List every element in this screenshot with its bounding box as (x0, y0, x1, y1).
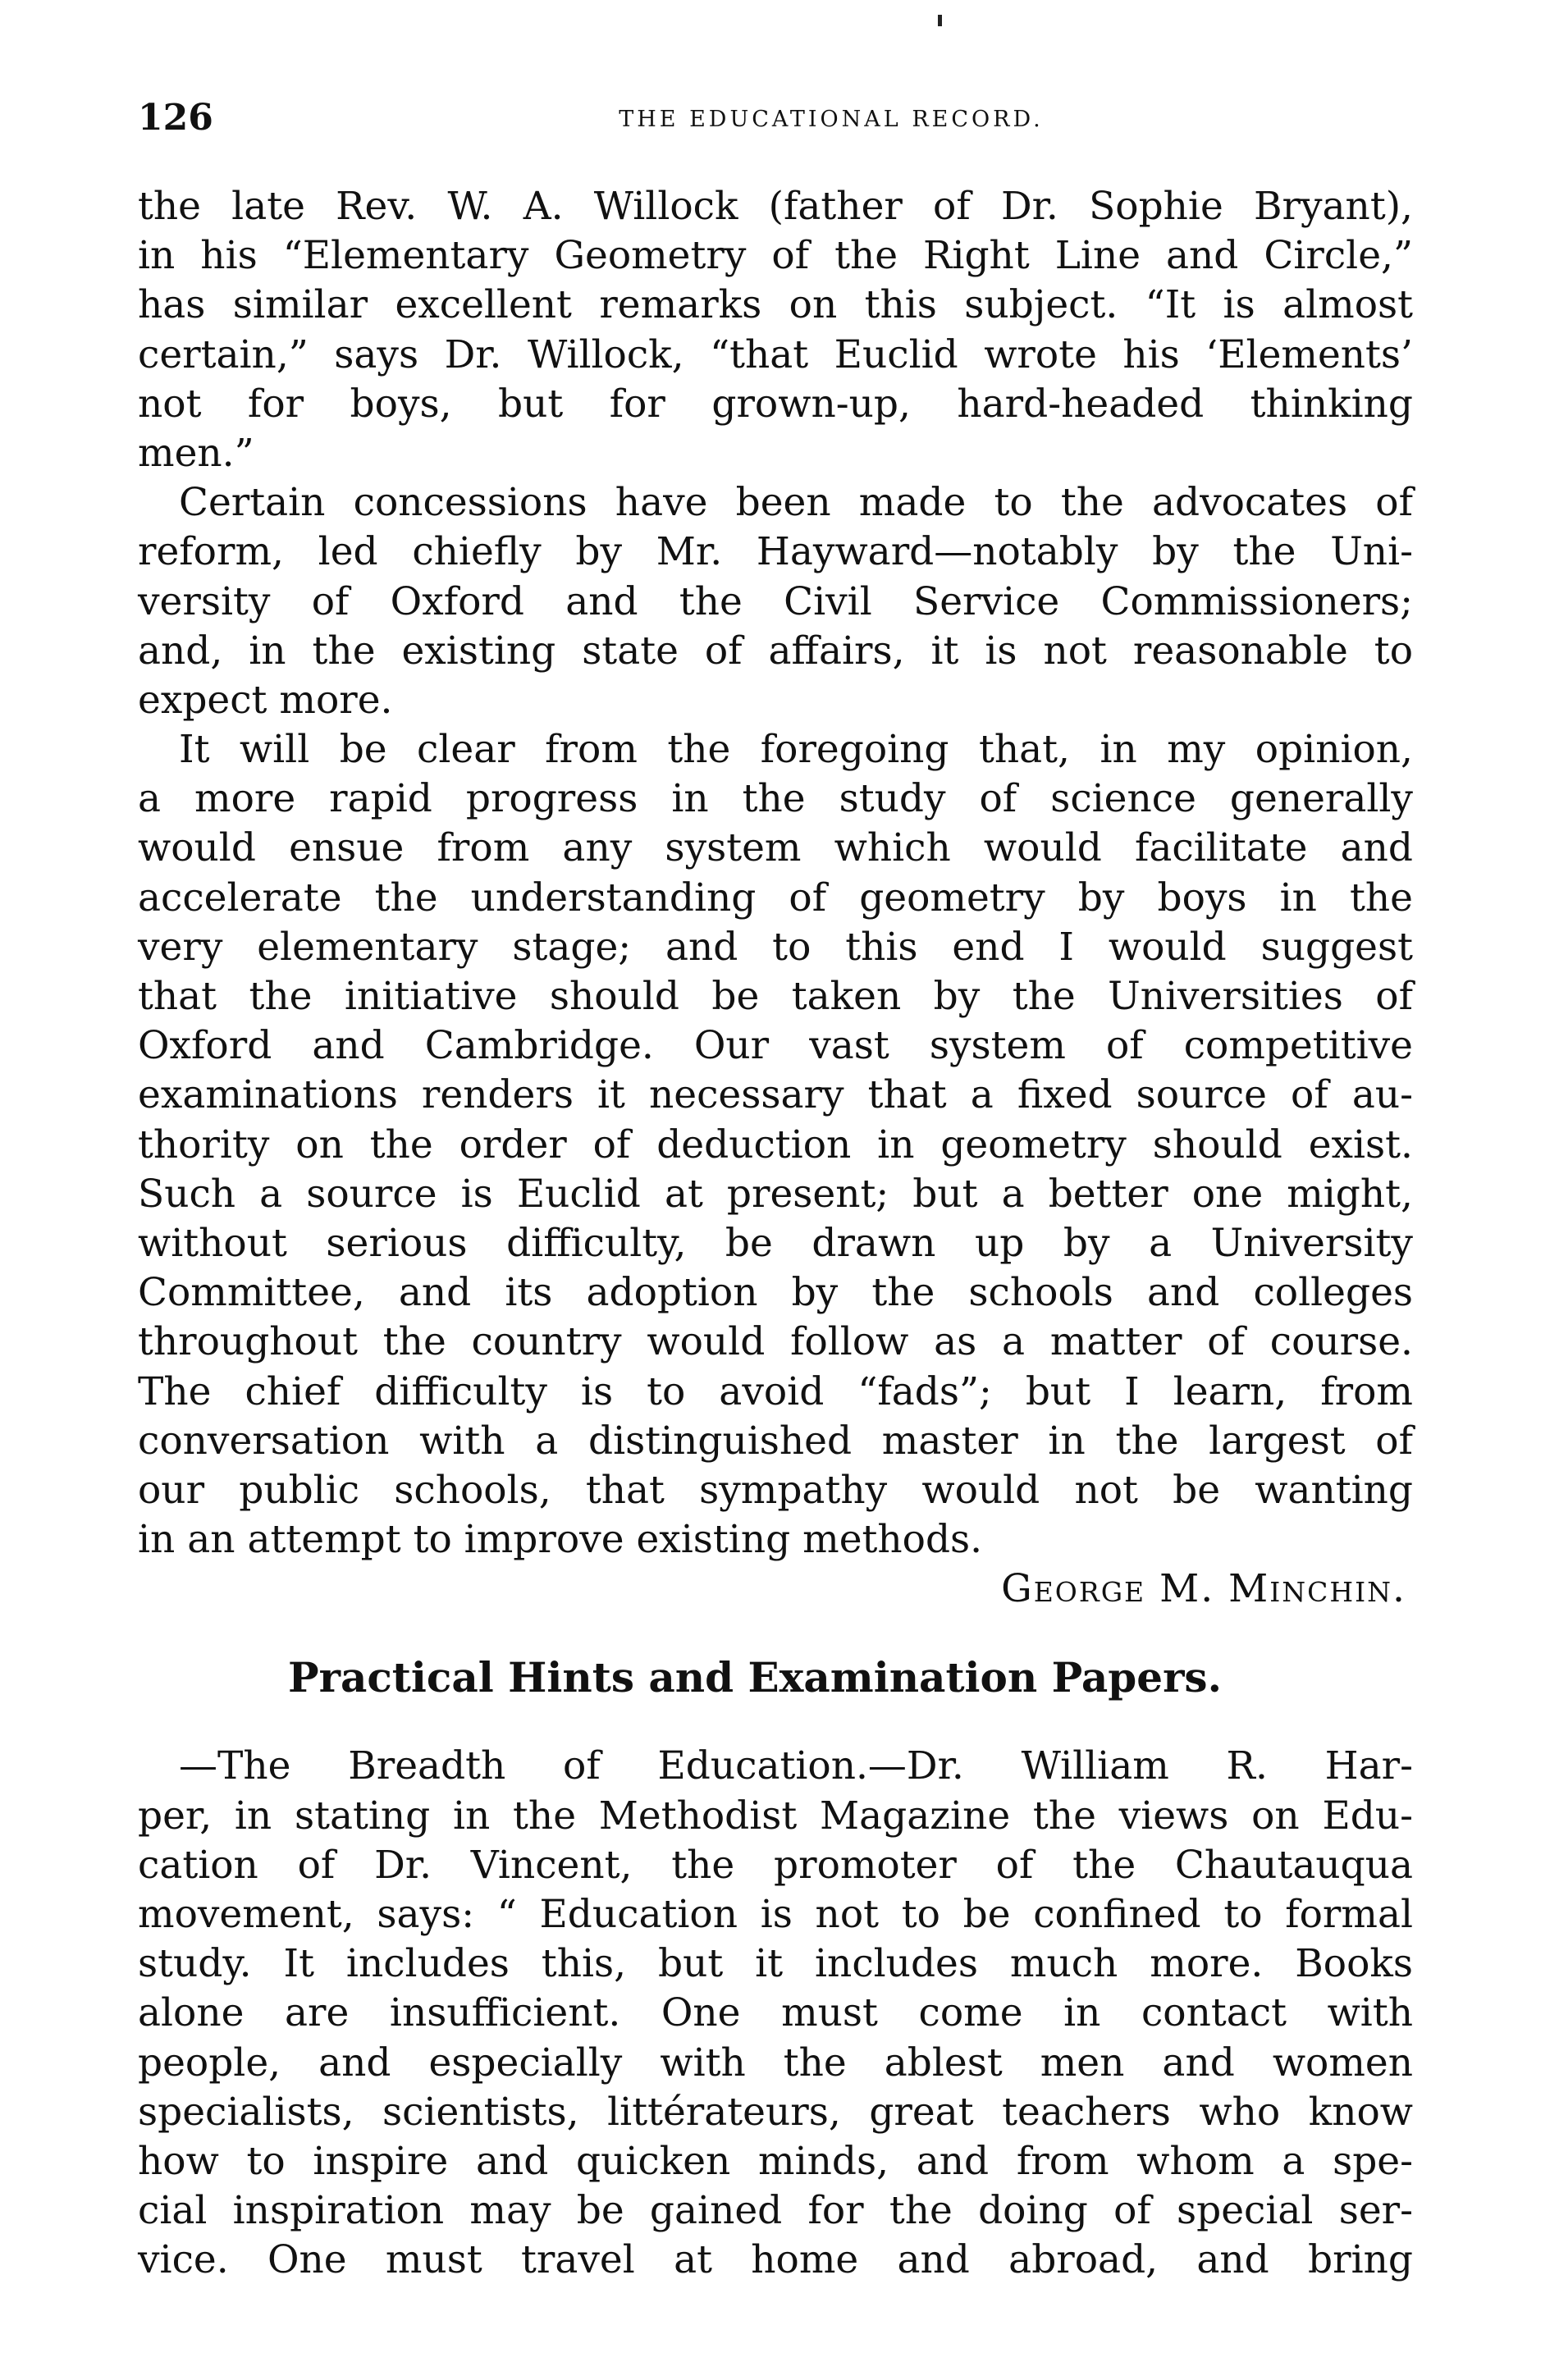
text-line: It will be clear from the foregoing that, in my opinion, (179, 727, 1413, 773)
text-line: the late Rev. W. A. Willock (father of Dr. Sophie Bryant), (138, 184, 1413, 229)
text-line: Oxford and Cambridge. Our vast system of competitive (138, 1023, 1413, 1069)
text-line: thority on the order of deduction in geometry should exist. (138, 1121, 1413, 1167)
page-number: 126 (138, 97, 213, 139)
article-continuation (138, 182, 1413, 1614)
text-line: vice. One must travel at home and abroad, and bring (138, 2237, 1413, 2283)
text-line: specialists, scientists, littérateurs, great teachers who know (138, 2089, 1413, 2135)
text-line: study. It includes this, but it includes much more. Books (138, 1941, 1413, 1987)
text-line: per, in stating in the Methodist Magazine the views on Edu- (138, 1793, 1413, 1839)
text-line: cation of Dr. Vincent, the promoter of the Chautauqua (138, 1842, 1413, 1888)
text-line: and, in the existing state of affairs, it is not reasonable to (138, 628, 1413, 674)
text-line: —The Breadth of Education.—Dr. William R. Har- (179, 1743, 1413, 1789)
text-line: a more rapid progress in the study of science generally (138, 776, 1413, 822)
text-line: throughout the country would follow as a matter of course. (138, 1319, 1413, 1365)
text-line: certain,” says Dr. Willock, “that Euclid wrote his ‘Elements’ (138, 331, 1413, 377)
text-line: how to inspire and quicken minds, and from whom a spe- (138, 2138, 1413, 2184)
text-line: alone are insufficient. One must come in contact with (138, 1990, 1413, 2036)
text-line: in his “Elementary Geometry of the Right Line and Circle,” (138, 233, 1413, 279)
text-line: would ensue from any system which would facilitate and (138, 825, 1413, 871)
text-line: The chief difficulty is to avoid “fads”; but I learn, from (138, 1368, 1413, 1414)
text-line: Such a source is Euclid at present; but a better one might, (138, 1171, 1413, 1217)
text-line: accelerate the understanding of geometry by boys in the (138, 875, 1413, 920)
section-heading: Practical Hints and Examination Papers. (288, 1653, 1222, 1702)
text-line: movement, says: “ Education is not to be confined to formal (138, 1892, 1413, 1937)
text-line: has similar excellent remarks on this subject. “It is almost (138, 282, 1413, 328)
text-line: without serious difficulty, be drawn up by a University (138, 1220, 1413, 1266)
text-line: cial inspiration may be gained for the doing of special ser- (138, 2188, 1413, 2234)
text-line: reform, led chiefly by Mr. Hayward—notably by the Uni- (138, 529, 1413, 575)
text-line: people, and especially with the ablest men and women (138, 2040, 1413, 2085)
section-body (138, 1742, 1413, 2285)
text-line: conversation with a distinguished master in the largest of (138, 1418, 1413, 1464)
text-line: examinations renders it necessary that a fixed source of au- (138, 1072, 1413, 1118)
text-line: in an attempt to improve existing methods. (138, 1517, 983, 1563)
text-column (138, 182, 1413, 2286)
text-line: Certain concessions have been made to the advocates of (179, 480, 1413, 526)
text-line: our public schools, that sympathy would not be wanting (138, 1467, 1413, 1513)
text-line: not for boys, but for grown-up, hard-headed thinking (138, 381, 1413, 427)
print-speck (938, 15, 942, 26)
text-line: versity of Oxford and the Civil Service Commissioners; (138, 578, 1413, 624)
text-line: expect more. (138, 677, 393, 723)
running-title: THE EDUCATIONAL RECORD. (619, 107, 1044, 132)
author-signature: George M. Minchin. (1001, 1566, 1406, 1612)
text-line: very elementary stage; and to this end I would suggest (138, 924, 1413, 970)
text-line: that the initiative should be taken by the Universities of (138, 974, 1413, 1019)
page-header (138, 94, 1426, 143)
text-line: Committee, and its adoption by the schools and colleges (138, 1270, 1413, 1316)
text-line: men.” (138, 430, 254, 476)
